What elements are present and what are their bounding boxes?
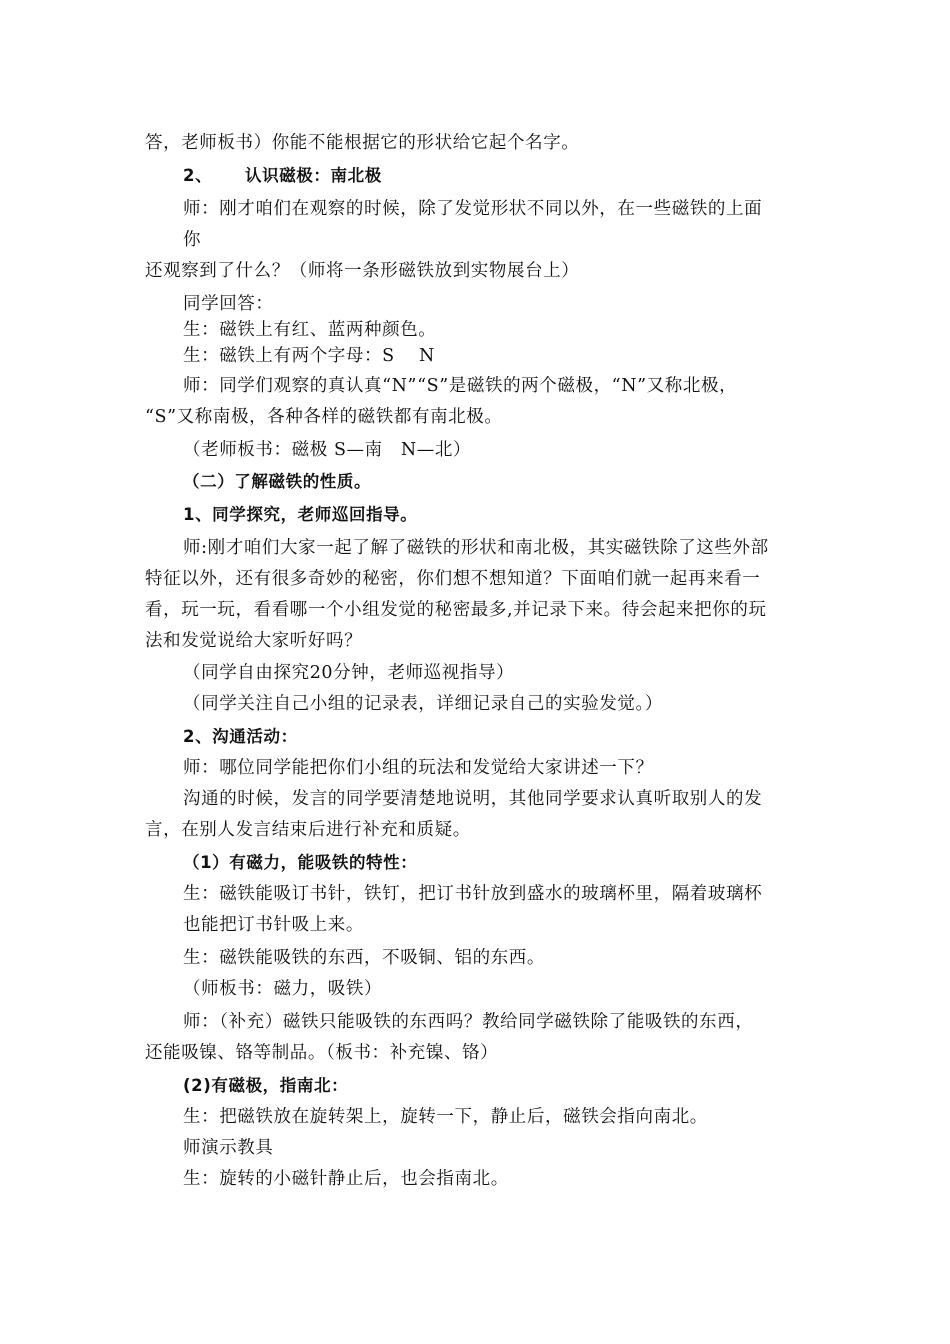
- section-heading-communication: 2、沟通活动：: [183, 727, 298, 746]
- text-line-29: 师：（补充）磁铁只能吸铁的东西吗？教给同学磁铁除了能吸铁的东西，: [183, 1012, 754, 1032]
- text-line-23: 言，在别人发言结束后进行补充和质疑。: [145, 820, 471, 840]
- section-heading-explore: 1、同学探究，老师巡回指导。: [183, 505, 418, 524]
- section-heading-magnetic-poles: 认识磁极：南北极: [245, 166, 382, 185]
- section-heading-poles: (2)有磁极，指南北：: [183, 1076, 349, 1095]
- text-line-9: 师：同学们观察的真认真“N”“S”是磁铁的两个磁极，“N”又称北极，: [183, 376, 738, 396]
- text-line-11: （老师板书：磁极 S—南 N—北）: [183, 440, 472, 460]
- section-number-2: 2、: [183, 166, 213, 185]
- text-line-27: 生：磁铁能吸铁的东西，不吸铜、铝的东西。: [183, 948, 545, 968]
- text-line-8: 生：磁铁上有两个字母：S N: [183, 346, 435, 366]
- section-heading-properties: （二）了解磁铁的性质。: [183, 472, 372, 491]
- text-line-6: 同学回答：: [183, 294, 274, 314]
- text-line-14: 师:刚才咱们大家一起了解了磁铁的形状和南北极，其实磁铁除了这些外部: [183, 538, 769, 558]
- text-line-17: 法和发觉说给大家听好吗？: [145, 631, 363, 651]
- text-line-22: 沟通的时候，发言的同学要清楚地说明，其他同学要求认真听取别人的发: [183, 789, 763, 809]
- text-line-30: 还能吸镍、铬等制品。（板书：补充镍、铬）: [145, 1043, 499, 1063]
- text-line-1: 答，老师板书）你能不能根据它的形状给它起个名字。: [145, 133, 580, 153]
- text-line-28: （师板书：磁力，吸铁）: [183, 979, 383, 999]
- text-line-15: 特征以外，还有很多奇妙的秘密，你们想不想知道？下面咱们就一起再来看一: [145, 569, 761, 589]
- section-heading-magnetism: （1）有磁力，能吸铁的特性：: [183, 853, 418, 872]
- text-line-26: 也能把订书针吸上来。: [183, 915, 364, 935]
- text-line-4: 你: [183, 230, 202, 250]
- text-line-5: 还观察到了什么？（师将一条形磁铁放到实物展台上）: [145, 261, 580, 281]
- text-line-25: 生：磁铁能吸订书针，铁钉，把订书针放到盛水的玻璃杯里，隔着玻璃杯: [183, 884, 763, 904]
- text-line-18: （同学自由探究20分钟，老师巡视指导）: [183, 663, 515, 683]
- text-line-33: 师演示教具: [183, 1138, 274, 1158]
- text-line-34: 生：旋转的小磁针静止后，也会指南北。: [183, 1169, 509, 1189]
- text-line-7: 生：磁铁上有红、蓝两种颜色。: [183, 320, 437, 340]
- text-line-19: （同学关注自己小组的记录表，详细记录自己的实验发觉。）: [183, 694, 663, 714]
- text-line-3: 师：刚才咱们在观察的时候，除了发觉形状不同以外，在一些磁铁的上面: [183, 199, 763, 219]
- text-line-16: 看，玩一玩，看看哪一个小组发觉的秘密最多,并记录下来。待会起来把你的玩: [145, 600, 767, 620]
- text-line-32: 生：把磁铁放在旋转架上，旋转一下，静止后，磁铁会指向南北。: [183, 1107, 708, 1127]
- text-line-21: 师：哪位同学能把你们小组的玩法和发觉给大家讲述一下？: [183, 758, 654, 778]
- text-line-10: “S”又称南极，各种各样的磁铁都有南北极。: [145, 407, 503, 427]
